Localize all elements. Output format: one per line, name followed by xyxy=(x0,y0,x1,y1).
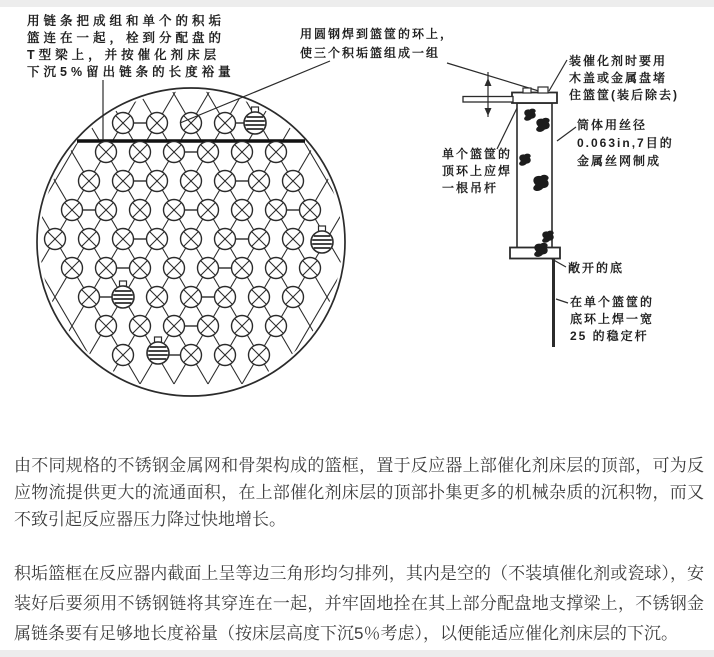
paragraph-1: 由不同规格的不锈钢金属网和骨架构成的篮框，置于反应器上部催化剂床层的顶部，可为反应物流提供更大的流通面积，在上部催化剂床层的顶部扑集更多的机械杂质的沉积物，而又不致引起反应器压力降过快地增长。 xyxy=(14,456,704,529)
annotation-line: 一根吊杆 xyxy=(442,181,499,195)
annotation-line: 金属丝网制成 xyxy=(577,154,662,168)
annotation-stabilizer-note xyxy=(570,294,654,345)
annotation-line: 下沉5%留出链条的长度裕量 xyxy=(27,65,235,79)
body-text xyxy=(14,452,704,649)
annotation-line: 篮连在一起，栓到分配盘的 xyxy=(27,31,226,45)
annotation-line: 底环上焊一宽 xyxy=(570,312,655,326)
annotation-line: 住篮筐(装后除去) xyxy=(569,88,679,102)
annotation-line: 筒体用丝径 xyxy=(577,118,648,132)
annotation-line: 敞开的底 xyxy=(568,261,625,275)
paragraph-2: 积垢篮框在反应器内截面上呈等边三角形均匀排列，其内是空的（不装填催化剂或瓷球），安装好后要须用不锈钢链将其穿连在一起，并牢固地拴在其上部分配盘地支撑梁上，不锈钢金属链条要有足够地长度裕量（按床层高度下沉5％考虑），以便能适应催化剂床层的下沉。 xyxy=(14,564,704,643)
bottom-margin-band xyxy=(0,650,714,657)
annotation-hanger-note xyxy=(442,146,512,197)
annotation-line: 装催化剂时要用 xyxy=(569,54,668,68)
annotation-chain-note xyxy=(27,13,235,81)
annotation-group-note xyxy=(300,25,454,63)
dimension-arrow-up xyxy=(485,78,492,86)
annotation-line: 0.063in,7目的 xyxy=(577,136,674,150)
annotation-line: 用圆钢焊到篮筐的环上， xyxy=(300,27,455,41)
annotation-line: 在单个篮筐的 xyxy=(570,295,655,309)
annotation-line: 使三个积垢篮组成一组 xyxy=(300,46,441,60)
annotation-line: 25 的稳定杆 xyxy=(570,329,649,343)
annotation-open-bottom-note xyxy=(568,260,624,277)
annotation-line: 顶环上应焊 xyxy=(442,164,513,178)
annotation-line: T型梁上，并按催化剂床层 xyxy=(27,48,221,62)
basket-array xyxy=(45,107,334,366)
annotation-cover-note xyxy=(569,53,679,104)
annotation-line: 木盖或金属盘堵 xyxy=(569,71,668,85)
annotation-line: 单个篮筐的 xyxy=(442,147,513,161)
dimension-arrow-down xyxy=(485,108,492,116)
annotation-mesh-note xyxy=(577,116,674,170)
annotation-line: 用链条把成组和单个的积垢 xyxy=(27,14,226,28)
